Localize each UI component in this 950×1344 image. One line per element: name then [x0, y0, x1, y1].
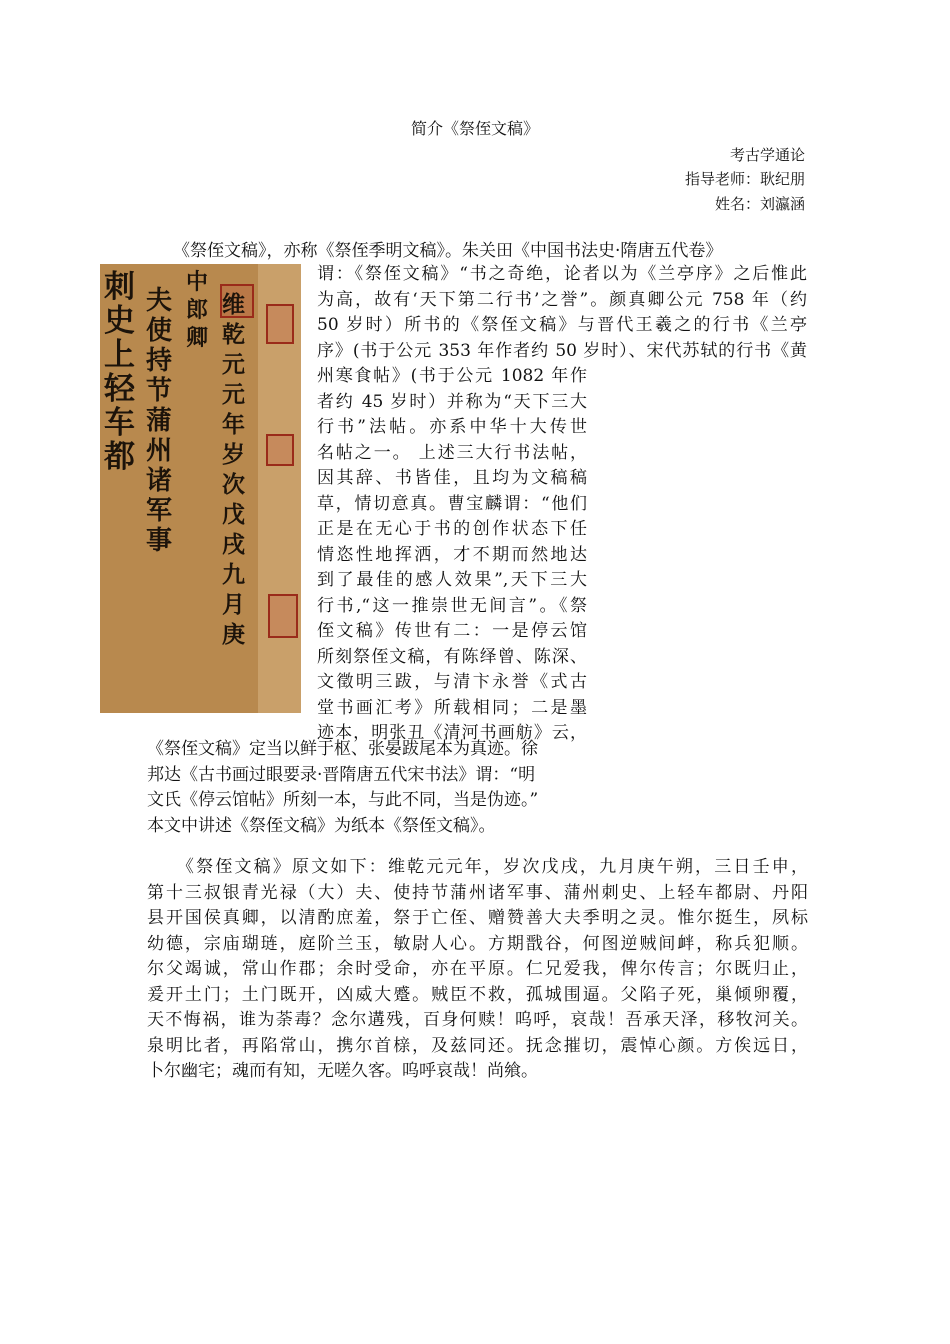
text-line: 谓：《祭侄文稿》“书之奇绝，论者以为《兰亭序》之后惟此: [317, 264, 807, 284]
paragraph-1-full-block: [147, 737, 538, 839]
text-line: 泉明比者，再陷常山，携尔首榇，及兹同还。抚念摧切，震悼心颜。方俟远日，: [147, 1035, 808, 1056]
author-line: 姓名：刘瀛涵: [714, 195, 805, 213]
text-line: 行书,“这一推崇世无间言”。《祭: [317, 595, 587, 616]
text-line: 《祭侄文稿》原文如下：维乾元元年，岁次戊戌，九月庚午朔，三日壬申，: [147, 857, 808, 877]
calligraphy-column: 刺史上轻车都: [104, 269, 135, 475]
text-line: 文徵明三跋，与清卞永誉《式古: [317, 672, 587, 692]
text-line: 爰开土门；土门既开，凶威大蹙。贼臣不救，孤城围逼。父陷子死，巢倾卵覆，: [147, 984, 808, 1005]
paragraph-1-wide-block: [317, 262, 807, 364]
course-name: 考古学通论: [729, 146, 805, 164]
text-line: 尔父竭诚，常山作郡；余时受命，亦在平原。仁兄爱我，俾尔传言；尔既归止，: [147, 959, 808, 979]
paragraph-2: [147, 855, 808, 1085]
seal-stamp: [266, 434, 294, 466]
text-line: 县开国侯真卿，以清酌庶羞，祭于亡侄、赠赞善大夫季明之灵。惟尔挺生，夙标: [147, 908, 808, 928]
paragraph-1-first-line: 《祭侄文稿》，亦称《祭侄季明文稿》。朱关田《中国书法史·隋唐五代卷》: [173, 241, 723, 261]
text-line: 正是在无心于书的创作状态下任: [317, 519, 587, 539]
text-line: 幼德，宗庙瑚琏，庭阶兰玉，敏尉人心。方期戬谷，何图逆贼间衅，称兵犯顺。: [147, 933, 808, 954]
seal-stamp: [266, 304, 294, 344]
text-line: 迹本，明张丑《清河书画舫》云，: [317, 723, 587, 743]
document-title: 简介《祭侄文稿》: [410, 119, 539, 138]
text-line: 本文中讲述《祭侄文稿》为纸本《祭侄文稿》。: [147, 815, 496, 836]
text-line: 名帖之一。 上述三大行书法帖，: [317, 442, 587, 463]
text-line: 《祭侄文稿》定当以鲜于枢、张晏跋尾本为真迹。徐: [147, 739, 538, 759]
advisor-line: 指导老师：耿纪朋: [684, 170, 805, 188]
text-line: 因其辞、书皆佳，且均为文稿稿: [317, 468, 587, 488]
text-line: 文氏《停云馆帖》所刻一本，与此不同，当是伪迹。”: [147, 790, 539, 810]
text-line: 到了最佳的感人效果”,天下三大: [317, 570, 587, 590]
text-line: 所刻祭侄文稿，有陈绎曾、陈深、: [317, 646, 587, 667]
text-line: 州寒食帖》(书于公元 1082 年作: [317, 366, 587, 386]
text-line: 50 岁时）所书的《祭侄文稿》与晋代王羲之的行书《兰亭: [317, 315, 807, 335]
text-line: 为高，故有‘天下第二行书’之誉”。颜真卿公元 758 年（约: [317, 289, 807, 310]
paragraph-1-narrow-block: [317, 364, 587, 747]
calligraphy-image: [100, 264, 301, 713]
text-line: 情恣性地挥洒，才不期而然地达: [317, 544, 587, 565]
text-line: 堂书画汇考》所载相同；二是墨: [317, 697, 587, 718]
text-line: 天不悔祸，谁为荼毒？念尔遘残，百身何赎！呜呼，哀哉！吾承天泽，移牧河关。: [147, 1010, 808, 1030]
seal-stamp: [268, 594, 298, 638]
text-line: 行书”法帖。亦系中华十大传世: [317, 417, 587, 437]
text-line: 邦达《古书画过眼要录·晋隋唐五代宋书法》谓：“明: [147, 764, 536, 785]
text-line: 序》(书于公元 353 年作者约 50 岁时）、宋代苏轼的行书《黄: [317, 340, 807, 361]
text-line: 侄文稿》传世有二：一是停云馆: [317, 621, 587, 641]
calligraphy-column: 中郎卿: [186, 269, 209, 351]
text-line: 卜尔幽宅；魂而有知，无嗟久客。呜呼哀哉！尚飨。: [147, 1061, 538, 1081]
text-line: 第十三叔银青光禄（大）夫、使持节蒲州诸军事、蒲州刺史、上轻车都尉、丹阳: [147, 882, 808, 903]
calligraphy-column: 夫使持节蒲州诸军事: [146, 286, 173, 556]
text-line: 草，情切意真。曹宝麟谓：“他们: [317, 493, 587, 514]
text-line: 者约 45 岁时）并称为“天下三大: [317, 391, 587, 412]
calligraphy-column: 维乾元元年岁次戊戌九月庚: [222, 291, 245, 648]
